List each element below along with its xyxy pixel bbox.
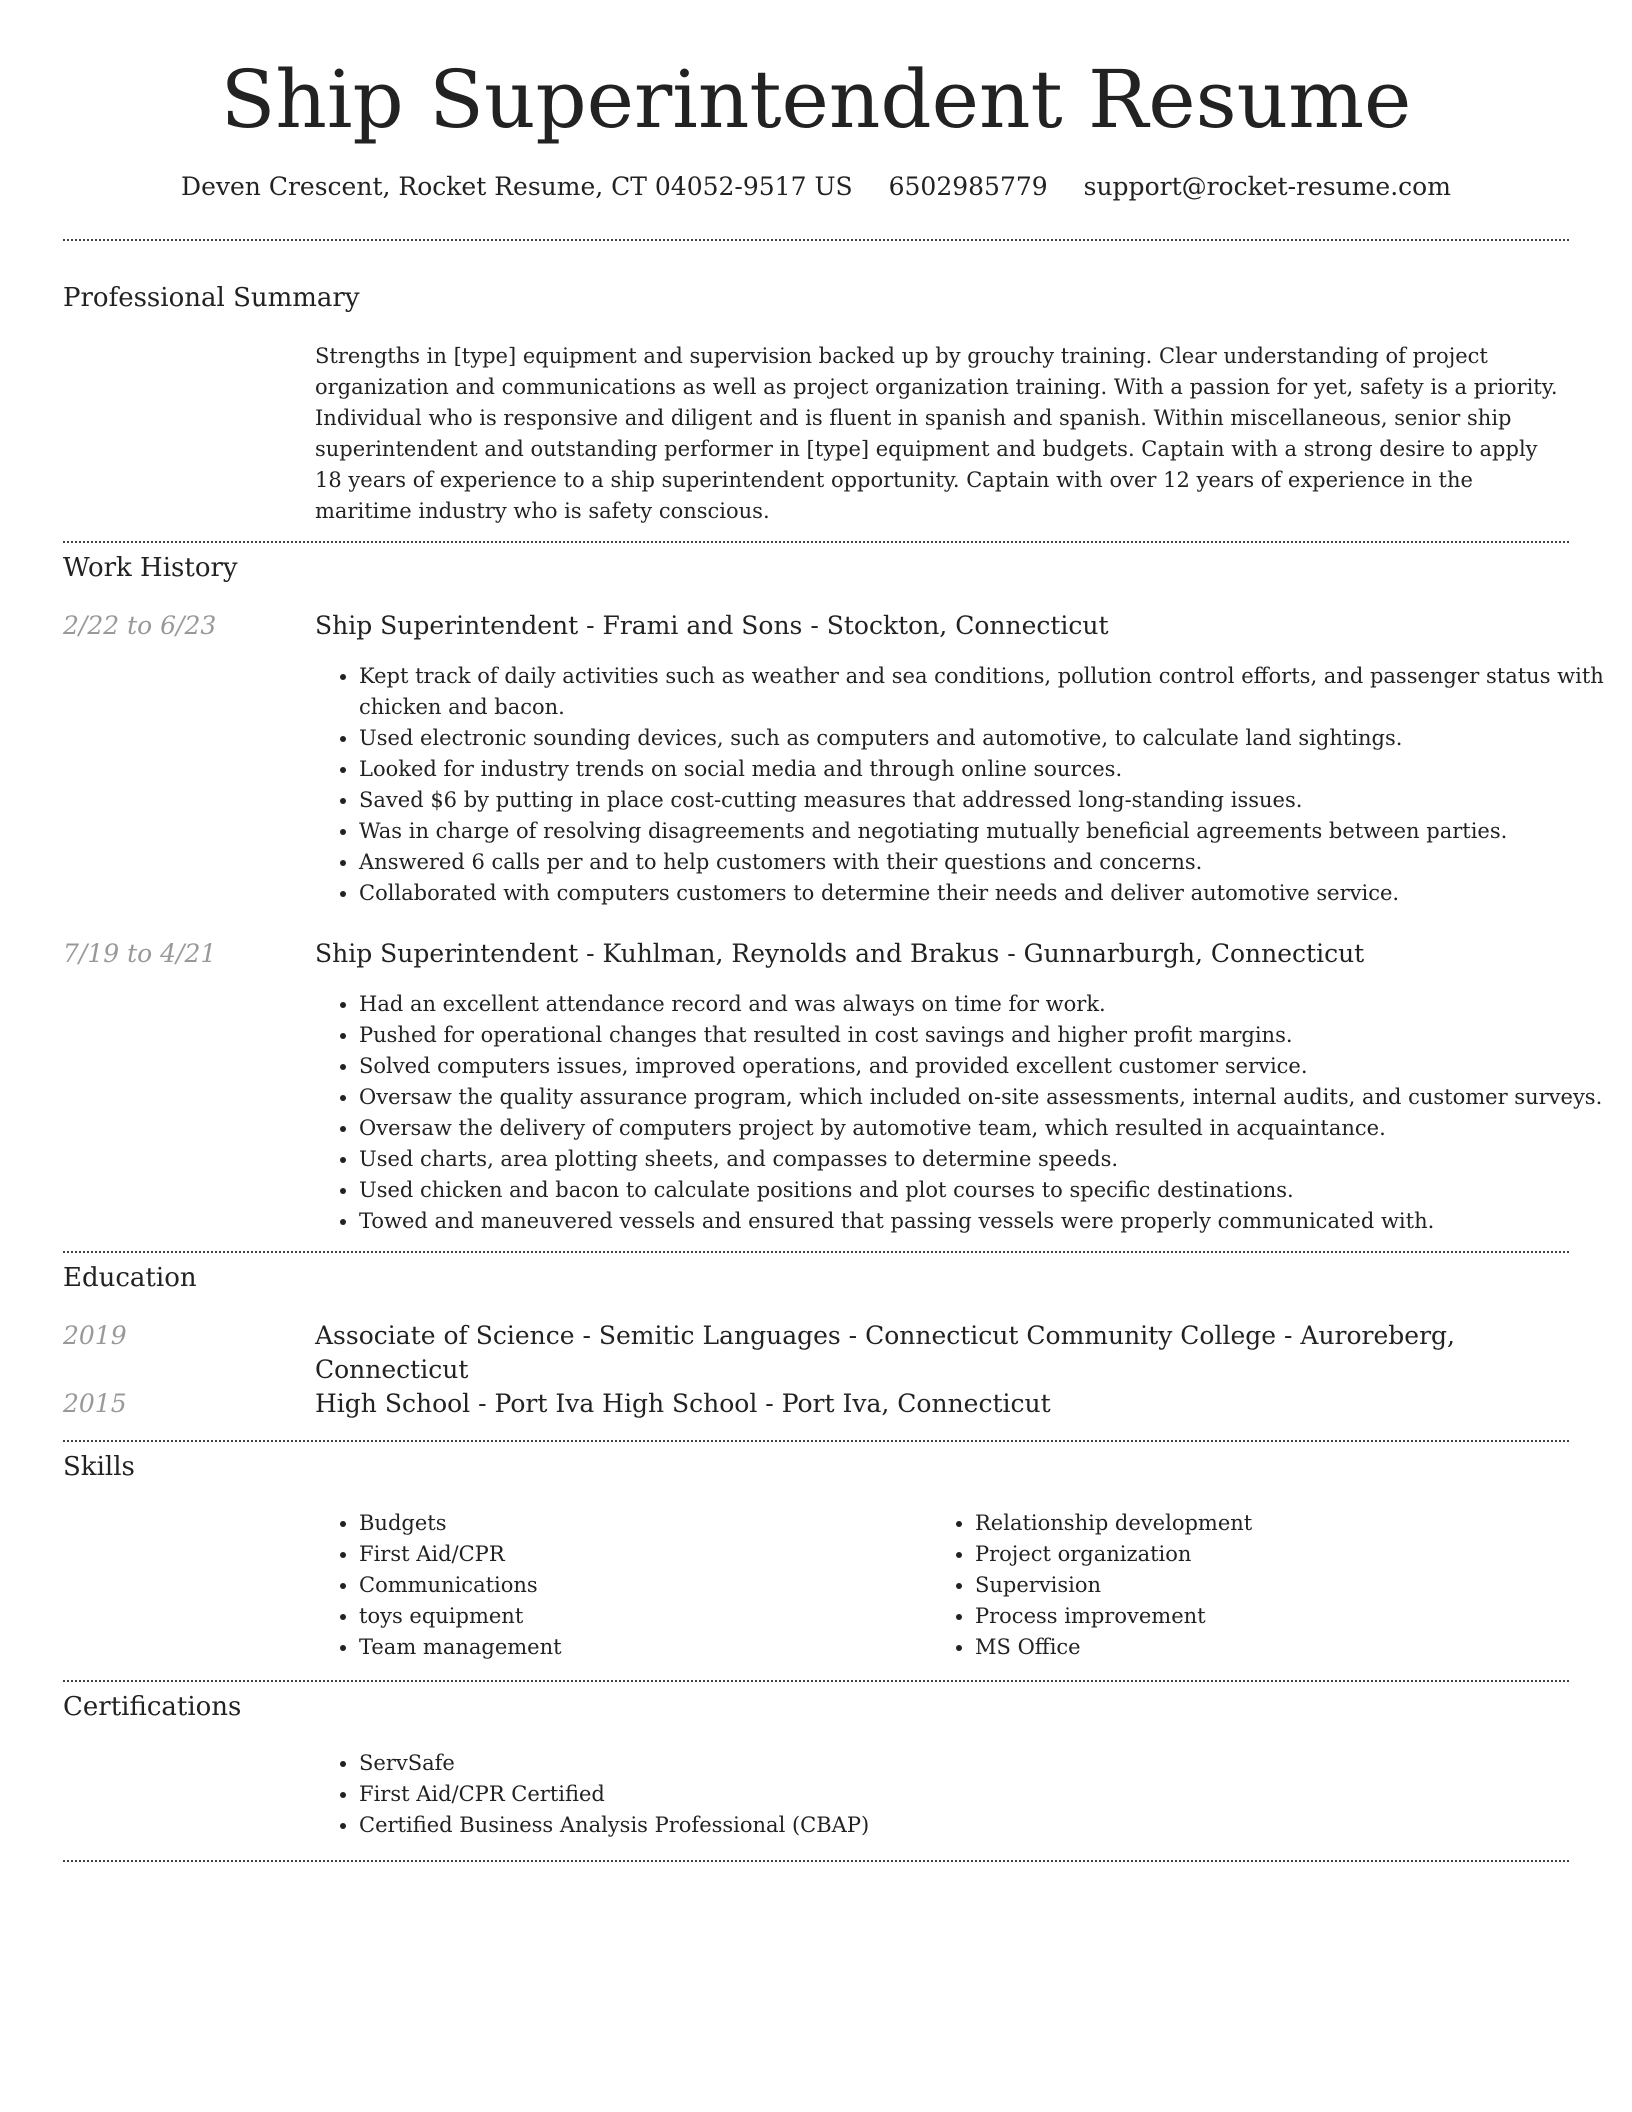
job-duty: • Looked for industry trends on social media and through online sources. <box>359 754 1632 785</box>
job-duty: • Saved $6 by putting in place cost-cutting measures that addressed long-standing issues. <box>359 785 1632 816</box>
section-divider <box>63 1860 1569 1862</box>
certifications-heading: Certifications <box>63 1692 242 1722</box>
section-divider <box>63 541 1569 543</box>
job-duties-list <box>315 661 1632 909</box>
skill-item: • Team management <box>359 1632 562 1663</box>
education-entry <box>315 1387 1569 1421</box>
job-duty: • Oversaw the delivery of computers project by automotive team, which resulted in acquaintance. <box>359 1113 1602 1144</box>
education-heading: Education <box>63 1263 197 1293</box>
contact-line <box>0 170 1632 204</box>
skill-item: • Budgets <box>359 1508 562 1539</box>
job-duty: • Solved computers issues, improved operations, and provided excellent customer service. <box>359 1051 1602 1082</box>
job-dates: 2/22 to 6/23 <box>63 611 217 640</box>
education-entry <box>315 1319 1569 1387</box>
job-title: Ship Superintendent - Kuhlman, Reynolds and Brakus - Gunnarburgh, Connecticut <box>315 939 1365 968</box>
resume-title: Ship Superintendent Resume <box>220 53 1412 146</box>
job-duty: • Answered 6 calls per and to help customers with their questions and concerns. <box>359 847 1632 878</box>
skill-item: • First Aid/CPR <box>359 1539 562 1570</box>
skill-item: • toys equipment <box>359 1601 562 1632</box>
job-dates: 7/19 to 4/21 <box>63 939 217 968</box>
contact-phone: 6502985779 <box>888 172 1048 201</box>
contact-address: Deven Crescent, Rocket Resume, CT 04052-9517 US <box>181 172 853 201</box>
summary-text: Strengths in [type] equipment and supervision backed up by grouchy training. Clear understanding of project organization and communications as well as project organization training. With a passion for yet, safety is a priority. Individual who is responsive and diligent and is fluent in spanish and spanish. Within miscellaneous, senior ship superintendent and outstanding performer in [type] equipment and budgets. Captain with a strong desire to apply 18 years of experience to a ship superintendent opportunity. Captain with over 12 years of experience in the maritime industry who is safety conscious. <box>315 344 1558 523</box>
job-duty: • Was in charge of resolving disagreements and negotiating mutually beneficial agreements between parties. <box>359 816 1632 847</box>
education-year: 2015 <box>63 1389 127 1418</box>
job-duties-list <box>315 989 1602 1237</box>
job-duty: • Used electronic sounding devices, such as computers and automotive, to calculate land sightings. <box>359 723 1632 754</box>
job-duty: • Oversaw the quality assurance program, which included on-site assessments, internal audits, and customer surveys. <box>359 1082 1602 1113</box>
certification-item: • First Aid/CPR Certified <box>359 1779 869 1810</box>
job-title: Ship Superintendent - Frami and Sons - Stockton, Connecticut <box>315 611 1109 640</box>
job-duty: • Towed and maneuvered vessels and ensured that passing vessels were properly communicated with. <box>359 1206 1602 1237</box>
skills-list-right <box>931 1508 1252 1663</box>
job-duty: • Pushed for operational changes that resulted in cost savings and higher profit margins. <box>359 1020 1602 1051</box>
skills-list-left <box>315 1508 562 1663</box>
education-detail: - Port Iva High School - Port Iva, Connecticut <box>470 1389 1051 1418</box>
education-year: 2019 <box>63 1321 127 1350</box>
job-duty: • Had an excellent attendance record and was always on time for work. <box>359 989 1602 1020</box>
skill-item: • Process improvement <box>975 1601 1252 1632</box>
job-duty: • Kept track of daily activities such as weather and sea conditions, pollution control efforts, and passenger status with chicken and bacon. <box>359 661 1632 723</box>
skill-item: • Relationship development <box>975 1508 1252 1539</box>
contact-email: support@rocket-resume.com <box>1083 172 1451 201</box>
job-duty: • Collaborated with computers customers to determine their needs and deliver automotive service. <box>359 878 1632 909</box>
section-divider <box>63 239 1569 241</box>
certification-item: • ServSafe <box>359 1748 869 1779</box>
job-duty: • Used charts, area plotting sheets, and compasses to determine speeds. <box>359 1144 1602 1175</box>
skills-heading: Skills <box>63 1452 135 1482</box>
section-divider <box>63 1251 1569 1253</box>
section-divider <box>63 1680 1569 1682</box>
certification-item: • Certified Business Analysis Professional (CBAP) <box>359 1810 869 1841</box>
job-duty: • Used chicken and bacon to calculate positions and plot courses to specific destinations. <box>359 1175 1602 1206</box>
summary-heading: Professional Summary <box>63 283 360 313</box>
degree: High School <box>315 1389 471 1418</box>
skill-item: • Supervision <box>975 1570 1252 1601</box>
certifications-list <box>315 1748 869 1841</box>
work-history-heading: Work History <box>63 553 238 583</box>
skill-item: • Project organization <box>975 1539 1252 1570</box>
degree: Associate of Science <box>315 1321 575 1350</box>
education-detail: - Semitic Languages - Connecticut Community College - Auroreberg, Connecticut <box>315 1321 1455 1384</box>
skill-item: • MS Office <box>975 1632 1252 1663</box>
skill-item: • Communications <box>359 1570 562 1601</box>
section-divider <box>63 1440 1569 1442</box>
